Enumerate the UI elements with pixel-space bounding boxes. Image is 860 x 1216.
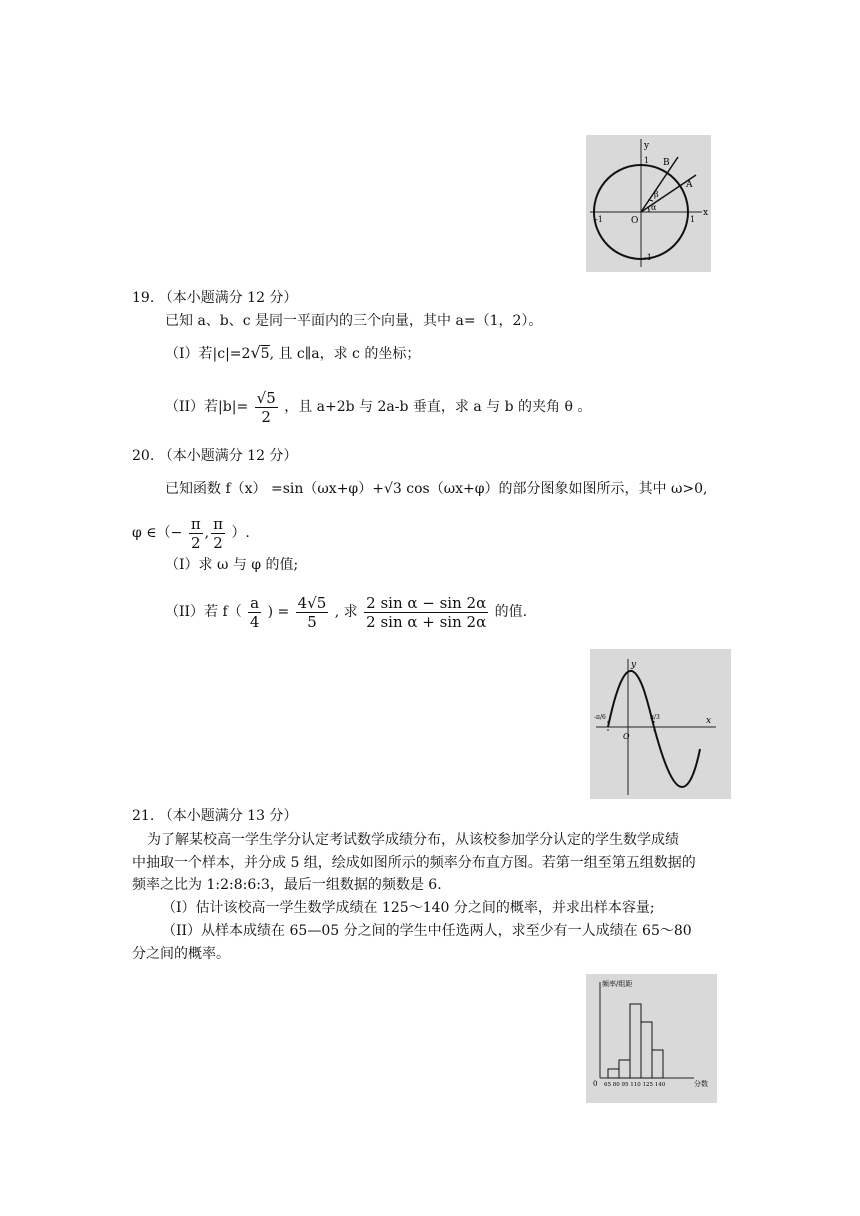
q19-part2-fraction xyxy=(255,389,278,426)
frac-numerator: 4√5 xyxy=(297,593,327,612)
q19-part2-prefix: （II）若|b|= xyxy=(165,399,249,415)
bar-1 xyxy=(608,1069,619,1078)
q20-part2 xyxy=(165,590,527,634)
label-y: y xyxy=(644,141,650,151)
q20-part2-eq: ) = xyxy=(267,604,290,620)
q19-part1-radicand: 5 xyxy=(260,346,270,362)
q19-header: 19. （本小题满分 12 分） xyxy=(132,290,298,306)
alpha-arc xyxy=(648,207,649,212)
label-origin: 0 xyxy=(593,1080,598,1088)
q20-phi-sep: , xyxy=(204,525,210,541)
sine-curve xyxy=(608,671,700,787)
bar-4 xyxy=(641,1022,652,1078)
label-b: B xyxy=(663,158,670,168)
label-left-tick: -π/6 xyxy=(594,714,606,721)
frac-numerator: 2 sin α − sin 2α xyxy=(366,593,487,612)
q19-part2 xyxy=(165,387,591,427)
label-x: x xyxy=(706,716,712,726)
frac-numerator: π xyxy=(190,514,201,533)
histogram-figure xyxy=(586,974,717,1103)
frac-denominator: 2 xyxy=(190,533,201,552)
frac-denominator: 2 xyxy=(261,407,271,426)
label-xlabel: 分数 xyxy=(694,1080,708,1088)
q20-part2-mid: , 求 xyxy=(334,604,358,620)
frac-denominator: 2 xyxy=(213,533,223,552)
label-y: y xyxy=(631,660,637,670)
q20-phi-suffix: ）. xyxy=(231,525,250,541)
unit-circle-figure xyxy=(586,135,711,272)
frac-denominator: 2 sin α + sin 2α xyxy=(366,612,487,631)
sqrt-icon: √ xyxy=(250,343,261,362)
frac-numerator: √5 xyxy=(256,388,276,407)
q19-part2-suffix: ，且 a+2b 与 2a-b 垂直，求 a 与 b 的夹角 θ 。 xyxy=(284,399,592,415)
label-ticks: 65 80 95 110 125 140 xyxy=(604,1082,666,1088)
q19-part1-prefix: （I）若|c|=2 xyxy=(165,346,251,362)
label-alpha: α xyxy=(651,203,657,212)
q20-phi-frac1 xyxy=(189,515,203,552)
label-neg-one: -1 xyxy=(595,215,603,224)
q20-part1: （I）求 ω 与 φ 的值; xyxy=(165,557,299,573)
label-a: A xyxy=(686,180,693,190)
q19-part1 xyxy=(165,344,420,363)
q21-part2a: （II）从样本成绩在 65—05 分之间的学生中任选两人，求至少有一人成绩在 65～80 xyxy=(162,923,692,939)
frac-numerator: π xyxy=(213,514,223,533)
q20-part2-suffix: 的值. xyxy=(494,604,528,620)
q20-stem: 已知函数 f（x） =sin（ωx+φ）+√3 cos（ωx+φ）的部分图象如图所示，其中 ω>0, xyxy=(165,481,708,497)
q20-phi-range xyxy=(132,513,250,553)
histogram-diagram xyxy=(586,974,717,1103)
bar-5 xyxy=(652,1050,663,1078)
sine-graph-diagram xyxy=(590,649,731,799)
label-o: O xyxy=(631,216,639,226)
label-ylabel: 频率/组距 xyxy=(602,980,633,988)
bar-3 xyxy=(630,1004,641,1078)
frac-numerator: a xyxy=(250,593,260,612)
label-right-tick: π/3 xyxy=(650,714,660,721)
q21-line3: 频率之比为 1:2:8:6:3，最后一组数据的频数是 6. xyxy=(132,877,442,893)
q21-part2b: 分之间的概率。 xyxy=(132,946,230,962)
label-y-neg-one: -1 xyxy=(644,253,652,262)
label-y-one: 1 xyxy=(644,156,650,165)
q20-arg-fraction xyxy=(248,594,261,631)
q21-part1: （I）估计该校高一学生数学成绩在 125～140 分之间的概率，并求出样本容量; xyxy=(162,900,655,916)
q20-phi-frac2 xyxy=(211,515,225,552)
q19-part1-suffix: , 且 c∥a，求 c 的坐标； xyxy=(269,346,421,362)
frac-denominator: 4 xyxy=(249,612,260,631)
sine-graph-figure xyxy=(590,649,731,799)
label-o: O xyxy=(623,732,630,741)
q20-phi-prefix: φ ∈（− xyxy=(132,525,183,541)
q20-part2-prefix: （II）若 f（ xyxy=(165,604,242,620)
q21-header: 21. （本小题满分 13 分） xyxy=(132,808,298,824)
label-beta: β xyxy=(654,190,659,199)
q20-value-fraction xyxy=(296,594,329,631)
q20-header: 20. （本小题满分 12 分） xyxy=(132,448,298,464)
frac-denominator: 5 xyxy=(307,612,317,631)
label-one: 1 xyxy=(690,215,696,224)
bar-2 xyxy=(619,1060,630,1078)
q21-line2: 中抽取一个样本，并分成 5 组，绘成如图所示的频率分布直方图。若第一组至第五组数据的 xyxy=(132,855,696,871)
label-x: x xyxy=(703,208,709,218)
q20-expr-fraction xyxy=(364,594,488,631)
unit-circle-diagram xyxy=(586,135,711,272)
q19-stem: 已知 a、b、c 是同一平面内的三个向量，其中 a=（1，2）。 xyxy=(165,313,543,329)
q21-line1: 为了解某校高一学生学分认定考试数学成绩分布，从该校参加学分认定的学生数学成绩 xyxy=(147,832,679,848)
